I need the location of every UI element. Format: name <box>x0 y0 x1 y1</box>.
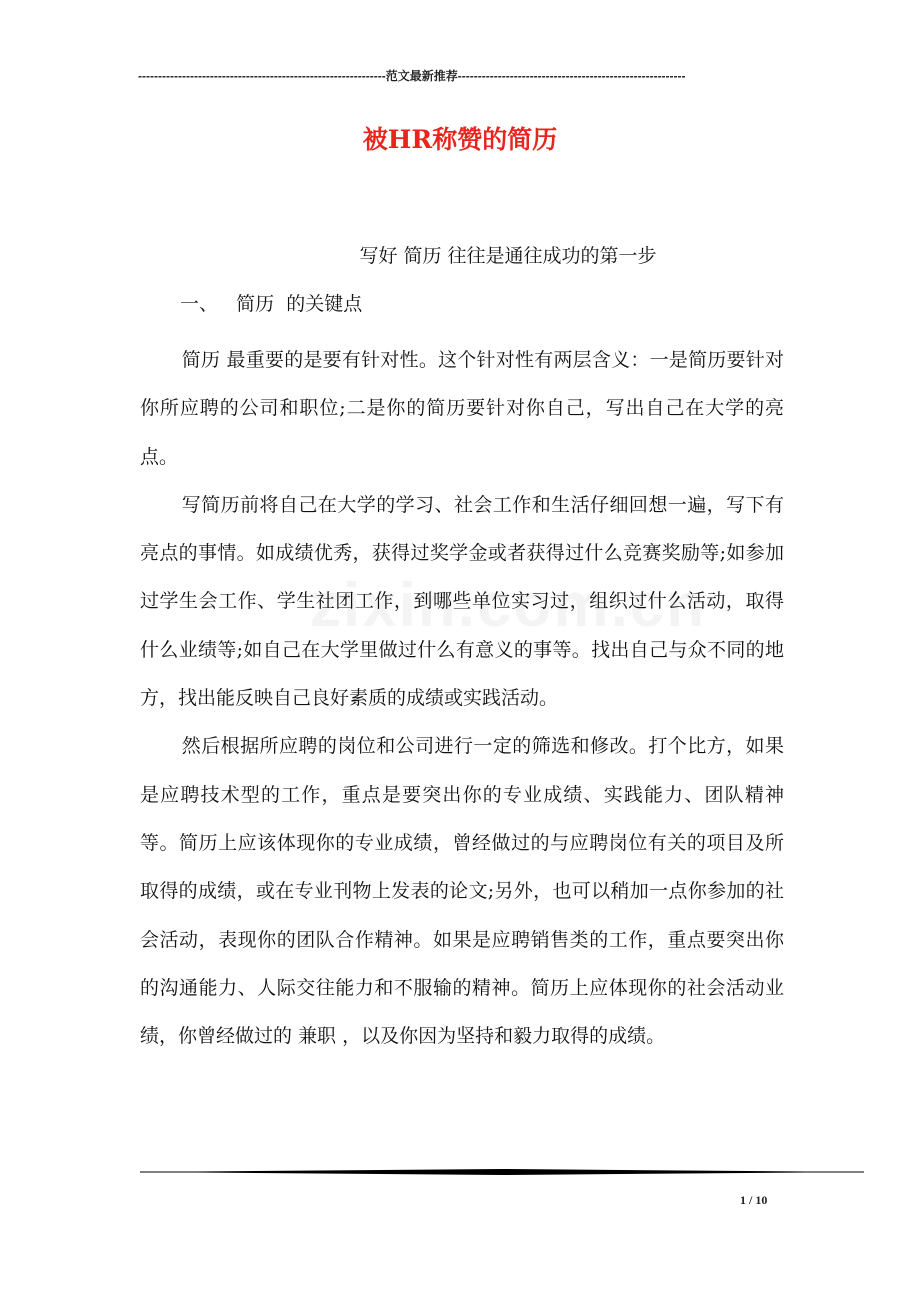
body-text <box>140 336 784 1060</box>
footer-divider <box>140 1162 864 1184</box>
header-rule: --------------------------------------------------------------范文最新推荐--------------------------------------------------------- <box>138 69 686 83</box>
paragraph: 简历 最重要的是要有针对性。这个针对性有两层含义：一是简历要针对你所应聘的公司和职位;二是你的简历要针对你自己，写出自己在大学的亮点。 <box>140 349 784 468</box>
paragraph: 写简历前将自己在大学的学习、社会工作和生活仔细回想一遍，写下有亮点的事情。如成绩优秀，获得过奖学金或者获得过什么竞赛奖励等;如参加过学生会工作、学生社团工作，到哪些单位实习过，组织过什么活动，取得什么业绩等;如自己在大学里做过什么有意义的事等。找出自己与众不同的地方，找出能反映自己良好素质的成绩或实践活动。 <box>140 493 784 710</box>
section-heading: 一、 简历 的关键点 <box>180 293 363 315</box>
document-subtitle: 写好 简历 往往是通往成功的第一步 <box>359 245 657 267</box>
paragraph: 然后根据所应聘的岗位和公司进行一定的筛选和修改。打个比方，如果是应聘技术型的工作，重点是要突出你的专业成绩、实践能力、团队精神等。简历上应该体现你的专业成绩，曾经做过的与应聘岗位有关的项目及所取得的成绩，或在专业刊物上发表的论文;另外，也可以稍加一点你参加的社会活动，表现你的团队合作精神。如果是应聘销售类的工作，重点要突出你的沟通能力、人际交往能力和不服输的精神。简历上应体现你的社会活动业绩，你曾经做过的 兼职 ，以及你因为坚持和毅力取得的成绩。 <box>140 735 784 1048</box>
page-number: 1 / 10 <box>740 1193 768 1207</box>
document-title: 被HR称赞的简历 <box>362 125 558 154</box>
